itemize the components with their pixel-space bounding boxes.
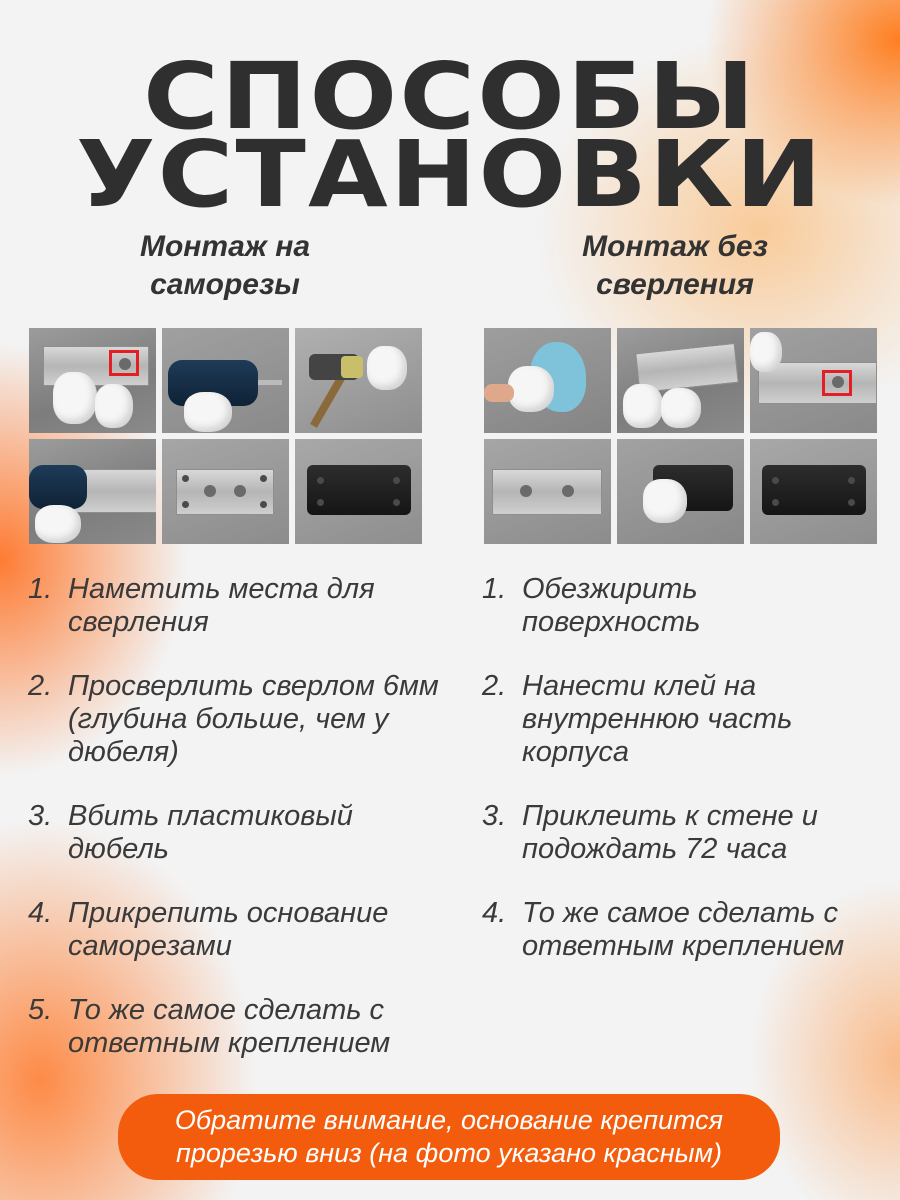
screw-mount-heading [55, 228, 395, 304]
no-drill-mount-heading [505, 228, 845, 304]
list-item [482, 897, 882, 963]
list-item [28, 800, 448, 866]
screw-mount-heading-line-1: Монтаж на [139, 230, 311, 263]
photo-glued-holder [750, 439, 877, 544]
list-item [482, 670, 882, 769]
list-item [28, 994, 448, 1060]
photo-screwing-base [29, 439, 156, 544]
photo-mounted-base [162, 439, 289, 544]
step-text: Просверлить сверлом 6мм (глубина больше, чем у дюбеля) [68, 670, 439, 768]
screw-mount-photo-grid [29, 328, 422, 544]
title-line-1: СПОСОБЫ [143, 43, 757, 150]
step-number: 1. [28, 573, 53, 605]
step-text: Прикрепить основание саморезами [68, 897, 389, 962]
photo-applying-glue [617, 328, 744, 433]
step-number: 4. [482, 897, 507, 929]
photo-degreasing [484, 328, 611, 433]
photo-glued-base [484, 439, 611, 544]
step-text: Приклеить к стене и подождать 72 часа [522, 800, 818, 865]
list-item [482, 573, 882, 639]
screw-mount-steps [28, 573, 448, 1091]
title-line-2: УСТАНОВКИ [75, 121, 825, 228]
notice-banner [118, 1094, 780, 1180]
list-item [28, 573, 448, 639]
photo-drilling [162, 328, 289, 433]
no-drill-mount-steps [482, 573, 882, 994]
photo-hammering-dowel [295, 328, 422, 433]
step-number: 5. [28, 994, 53, 1026]
step-number: 2. [28, 670, 53, 702]
no-drill-mount-heading-line-2: сверления [596, 268, 754, 301]
notice-line-1: Обратите внимание, основание крепится [174, 1105, 724, 1135]
step-number: 4. [28, 897, 53, 929]
photo-base-slot-down [750, 328, 877, 433]
step-text: Нанести клей на внутреннюю часть корпуса [522, 670, 793, 768]
list-item [28, 670, 448, 769]
step-number: 2. [482, 670, 507, 702]
step-number: 1. [482, 573, 507, 605]
no-drill-mount-photo-grid [484, 328, 877, 544]
photo-marking-holes [29, 328, 156, 433]
step-text: То же самое сделать с ответным креплением [68, 994, 391, 1059]
no-drill-mount-heading-line-1: Монтаж без [582, 230, 768, 263]
photo-pressing-holder [617, 439, 744, 544]
step-text: Наметить места для сверления [68, 573, 375, 638]
step-text: Обезжирить поверхность [522, 573, 701, 638]
list-item [482, 800, 882, 866]
screw-mount-heading-line-2: саморезы [150, 268, 300, 301]
page-title [0, 43, 900, 228]
step-text: Вбить пластиковый дюбель [68, 800, 353, 865]
photo-mounted-holder [295, 439, 422, 544]
list-item [28, 897, 448, 963]
notice-line-2: прорезью вниз (на фото указано красным) [176, 1138, 722, 1168]
step-number: 3. [482, 800, 507, 832]
step-number: 3. [28, 800, 53, 832]
step-text: То же самое сделать с ответным креплением [522, 897, 845, 962]
